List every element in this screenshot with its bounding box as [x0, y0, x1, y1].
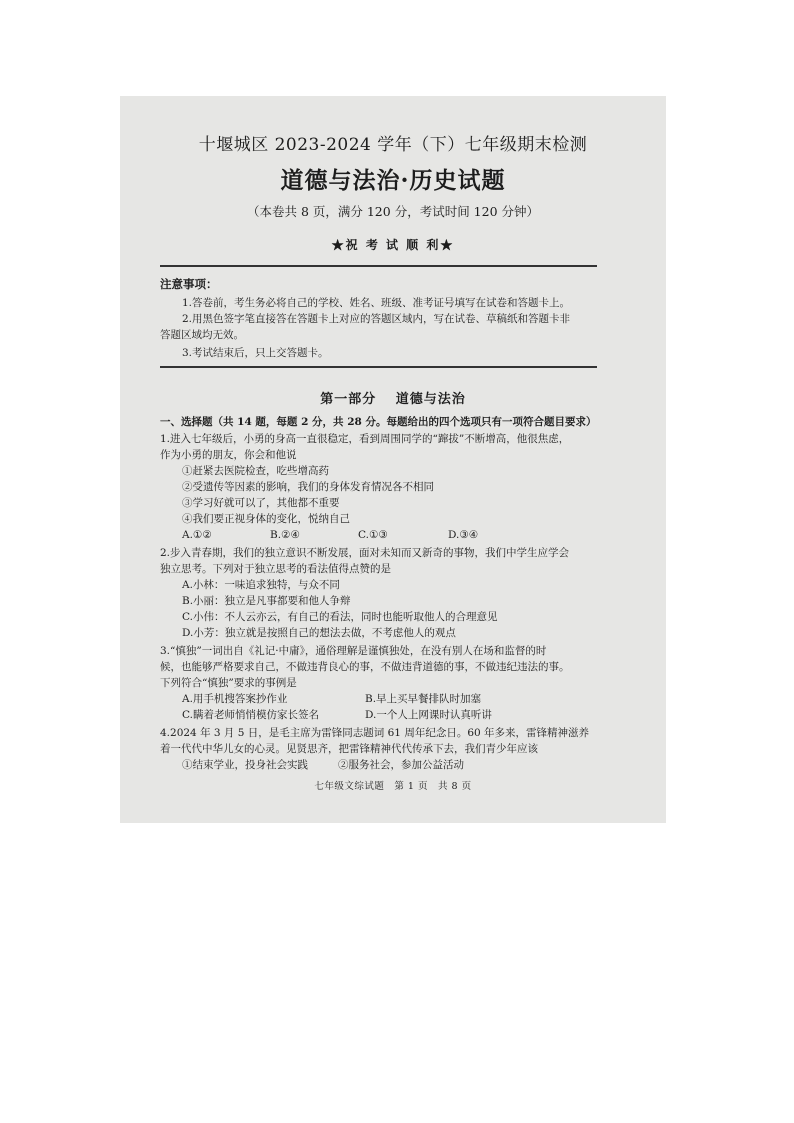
q2-option-a: A.小林：一味追求独特，与众不同: [182, 579, 340, 591]
exam-title: 十堰城区 2023-2024 学年（下）七年级期末检测: [198, 135, 588, 155]
exam-info: （本卷共 8 页，满分 120 分，考试时间 120 分钟）: [246, 204, 539, 219]
q3-stem-b: 候，也能够严格要求自己，不做违背良心的事，不做违背道德的事，不做违纪违法的事。: [160, 661, 570, 673]
page-footer: 七年级文综试题 第 1 页 共 8 页: [314, 781, 472, 792]
scanned-page-photo: [120, 96, 666, 823]
q1-statement-2: ②受遗传等因素的影响，我们的身体发育情况各不相同: [182, 481, 434, 493]
q3-stem-a: 3.“慎独”一词出自《礼记·中庸》，通俗理解是谨慎独处，在没有别人在场和监督的时: [160, 645, 547, 657]
q1-statement-3: ③学习好就可以了，其他都不重要: [182, 497, 340, 509]
q4-statement-2: ②服务社会，参加公益活动: [338, 759, 464, 771]
divider-top: [160, 265, 597, 267]
q1-stem-a: 1.进入七年级后，小勇的身高一直很稳定，看到周围同学的“蹿拔”不断增高，他很焦虑，: [160, 433, 570, 445]
q3-option-c: C.瞒着老师悄悄模仿家长签名: [182, 709, 319, 721]
part-title: 第一部分 道德与法治: [320, 392, 466, 407]
q4-s1-text: ①结束学业，投身社会实践: [182, 759, 308, 771]
q2-option-b: B.小丽：独立是凡事都要和他人争辩: [182, 595, 351, 607]
divider-bottom: [160, 366, 597, 368]
q4-stem-a: 4.2024 年 3 月 5 日，是毛主席为雷锋同志题词 61 周年纪念日。60 年多来，雷锋精神滋养: [160, 727, 590, 739]
notice-item-3: 3.考试结束后，只上交答题卡。: [182, 347, 329, 359]
q1-option-c: C.①③: [358, 529, 388, 541]
q3-option-b: B.早上买早餐排队时加塞: [365, 693, 482, 705]
notice-item-2a: 2.用黑色签字笔直接答在答题卡上对应的答题区域内，写在试卷、草稿纸和答题卡非: [182, 313, 571, 325]
q1-statement-4: ④我们要正视身体的变化，悦纳自己: [182, 513, 350, 525]
notice-item-2b: 答题区域均无效。: [160, 329, 244, 341]
q4-stem-b: 着一代代中华儿女的心灵。见贤思齐，把雷锋精神代代传承下去，我们青少年应该: [160, 743, 538, 755]
q2-option-c: C.小伟：不人云亦云，有自己的看法，同时也能听取他人的合理意见: [182, 611, 498, 623]
q2-stem-a: 2.步入青春期，我们的独立意识不断发展，面对未知而又新奇的事物，我们中学生应学会: [160, 547, 570, 559]
section-heading: 一、选择题（共 14 题，每题 2 分，共 28 分。每题给出的四个选项只有一项符合题目要求）: [160, 416, 597, 428]
q4-statement-1: [182, 758, 308, 772]
blessing-line: ★祝 考 试 顺 利★: [331, 238, 455, 252]
notice-heading: 注意事项：: [160, 277, 218, 291]
q3-stem-c: 下列符合“慎独”要求的事例是: [160, 677, 297, 689]
q2-option-d: D.小芳：独立就是按照自己的想法去做，不考虑他人的观点: [182, 627, 456, 639]
q3-option-d: D.一个人上网课时认真听讲: [365, 709, 492, 721]
q1-statement-1: ①赶紧去医院检查，吃些增高药: [182, 465, 329, 477]
q3-option-a: A.用手机搜答案抄作业: [182, 693, 288, 705]
notice-item-1: 1.答卷前，考生务必将自己的学校、姓名、班级、准考证号填写在试卷和答题卡上。: [182, 297, 571, 309]
q1-option-d: D.③④: [448, 529, 479, 541]
q1-stem-b: 作为小勇的朋友，你会和他说: [160, 449, 297, 461]
exam-subject-title: 道德与法治·历史试题: [280, 167, 506, 194]
q2-stem-b: 独立思考。下列对于独立思考的看法值得点赞的是: [160, 563, 391, 575]
q1-option-a: A.①②: [182, 529, 212, 541]
q1-option-b: B.②④: [270, 529, 300, 541]
exam-paper: [120, 96, 666, 823]
